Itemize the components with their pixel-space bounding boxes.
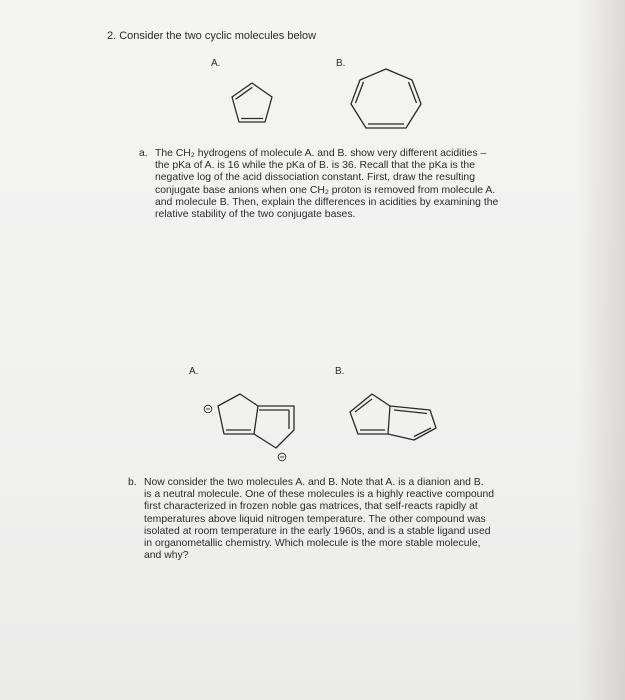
part-b-line: isolated at room temperature in the early 1960s, and is a stable ligand used — [144, 525, 491, 537]
part-a-line: and molecule B. Then, explain the differences in acidities by examining the — [155, 196, 499, 208]
molecule-a-label: A. — [211, 58, 221, 69]
cycloheptatriene-structure — [346, 66, 426, 134]
molecule-b-label: B. — [336, 58, 346, 69]
part-b-line: and why? — [144, 550, 189, 562]
cyclopentadiene-ring — [232, 83, 272, 122]
cycloheptatriene-double-bond — [409, 82, 417, 103]
dianion-label: A. — [189, 366, 199, 377]
cyclopentadiene-structure — [228, 80, 276, 130]
part-b-marker: b. — [128, 477, 137, 488]
dianion-left-ring — [218, 394, 258, 434]
part-b-line: temperatures above liquid nitrogen temperature. The other compound was — [144, 513, 486, 525]
page-edge-shadow — [577, 0, 625, 700]
part-b-line: is a neutral molecule. One of these molecules is a highly reactive compound — [144, 489, 495, 501]
pentalene-label: B. — [335, 366, 345, 377]
part-a-line: the pKa of A. is 16 while the pKa of B. is 36. Recall that the pKa is the — [155, 160, 475, 172]
pentalene-double-bond — [394, 410, 427, 414]
part-b-line: in organometallic chemistry. Which molecule is the more stable molecule, — [144, 538, 481, 550]
part-b-line: Now consider the two molecules A. and B. Note that A. is a dianion and B. — [144, 477, 484, 488]
pentalene-dianion-structure — [198, 388, 310, 462]
pentalene-structure — [344, 388, 440, 444]
question-heading: 2. Consider the two cyclic molecules below — [107, 30, 317, 42]
part-a-line: negative log of the acid dissociation constant. First, draw the resulting — [155, 172, 475, 184]
part-a-line: The CH₂ hydrogens of molecule A. and B. show very different acidities – — [155, 148, 487, 159]
dianion-right-ring — [254, 406, 294, 448]
part-b-line: first characterized in frozen noble gas matrices, that self-reacts rapidly at — [144, 501, 478, 513]
cycloheptatriene-ring — [351, 69, 421, 128]
pentalene-right-ring — [388, 406, 436, 440]
part-a-line: conjugate base anions when one CH₂ proton is removed from molecule A. — [155, 184, 496, 196]
cycloheptatriene-double-bond — [356, 82, 364, 103]
part-a-text — [139, 148, 499, 221]
part-a-marker: a. — [139, 148, 148, 159]
part-a-line: relative stability of the two conjugate bases. — [155, 209, 356, 221]
part-b-text — [128, 477, 495, 562]
